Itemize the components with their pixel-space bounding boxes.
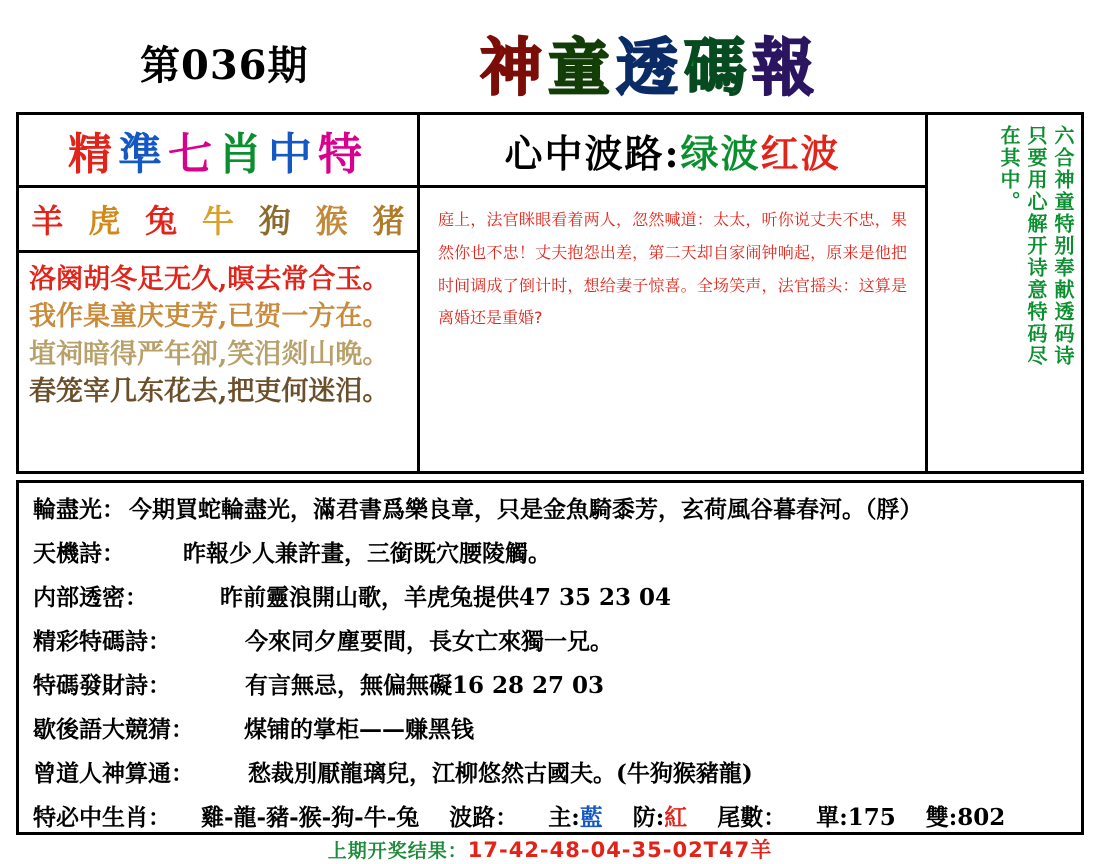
- zodiac-item-5: 狗: [258, 202, 291, 240]
- odd-label: 單:: [816, 804, 848, 831]
- bottom-summary-row: [33, 799, 1067, 832]
- content-row-4: [33, 623, 1067, 656]
- masthead-char-2: 童: [548, 31, 617, 104]
- page-header: [0, 0, 1100, 112]
- poem-line-3: 埴祠暗得严年卻,笑泪剡山晩。: [29, 338, 390, 370]
- masthead-char-1: 神: [480, 31, 549, 104]
- story-text: 庭上，法官眯眼看着两人，忽然喊道：太太，听你说丈夫不忠，果然你也不忠！丈夫抱怨出差，第二天却自家闹钟响起，原来是他把时间调成了倒计时，想给妻子惊喜。全场笑声，法官摇头：这算是离婚还是重婚?: [438, 210, 907, 328]
- content-row-5-value: 有言無忌，無偏無礙16 28 27 03: [245, 672, 605, 699]
- wave-def-label: 防:: [632, 804, 665, 831]
- wave-title: [420, 115, 925, 188]
- poem-line-2: 我作臬童庆吏芳,已贺一方在。: [29, 301, 390, 333]
- even-value: 802: [957, 804, 1006, 831]
- title-char-6: 特: [318, 129, 368, 180]
- content-row-3-value: 昨前靈浪開山歌，羊虎兔提供47 35 23 04: [220, 584, 672, 611]
- content-row-1-label: 輪盡光：: [33, 496, 125, 523]
- zodiac-item-6: 猴: [315, 202, 348, 240]
- right-col-1: 六合神童特别奉献透码诗: [1051, 125, 1075, 367]
- right-panel-vertical-text: [928, 115, 1081, 471]
- zodiac-sure-label: 特必中生肖：: [33, 804, 171, 831]
- zodiac-item-4: 牛: [201, 202, 234, 240]
- right-col-2: 只要用心解开诗意特码尽: [1024, 125, 1048, 367]
- content-row-2-label: 天機詩：: [33, 540, 125, 567]
- wave-title-prefix: 心中波路:: [504, 130, 681, 176]
- content-row-1-value: 今期買蛇輪盡光，滿君書爲樂良章，只是金魚騎黍芳，玄荷風谷暮春河。（脬）: [129, 496, 923, 523]
- odd-value: 175: [847, 804, 896, 831]
- even-label: 雙:: [925, 804, 958, 831]
- content-row-7-value: 愁裁別厭龍璃兒，江柳悠然古國夫。(牛狗猴豬龍): [248, 760, 753, 787]
- issue-number: 第036期: [140, 42, 309, 89]
- wave-label: 波路：: [449, 804, 519, 831]
- content-row-7: [33, 755, 1067, 788]
- middle-panel: [420, 112, 928, 474]
- content-row-2: [33, 535, 1067, 568]
- poem-line-4: 春笼宰几东花去,把吏何迷泪。: [29, 375, 390, 407]
- title-char-4: 肖: [218, 129, 268, 180]
- masthead-char-4: 碼: [684, 31, 753, 104]
- right-col-3: 在其中。: [997, 125, 1021, 213]
- content-row-1: [33, 491, 1067, 524]
- title-char-3: 七: [168, 129, 218, 180]
- content-row-3-label: 内部透密：: [33, 584, 148, 611]
- title-char-5: 中: [268, 129, 318, 180]
- content-row-5: [33, 667, 1067, 700]
- right-panel: [928, 112, 1084, 474]
- poem-block: [19, 253, 417, 410]
- zodiac-item-7: 猪: [372, 202, 405, 240]
- content-row-4-value: 今來同夕塵要間，長女亡來獨一兄。: [245, 628, 613, 655]
- zodiac-item-3: 兔: [145, 202, 178, 240]
- tail-label: 尾數：: [717, 804, 787, 831]
- masthead-title: [480, 18, 820, 107]
- zodiac-row: [19, 188, 417, 253]
- last-result-value: 17-42-48-04-35-02T47羊: [467, 838, 773, 862]
- left-panel-title: [19, 115, 417, 188]
- masthead-char-5: 報: [752, 31, 821, 104]
- wave-main-value: 藍: [579, 804, 603, 831]
- wave-main-label: 主:: [548, 804, 580, 831]
- top-band: [16, 112, 1084, 474]
- wave-title-green: 绿波: [680, 130, 761, 176]
- wave-title-red: 红波: [760, 130, 841, 176]
- last-result-label: 上期开奖结果：: [327, 840, 468, 862]
- content-row-4-label: 精彩特碼詩：: [33, 628, 171, 655]
- zodiac-item-1: 羊: [31, 202, 64, 240]
- title-char-1: 精: [68, 129, 118, 180]
- page-footer: [0, 834, 1100, 861]
- content-row-3: [33, 579, 1067, 612]
- masthead-char-3: 透: [616, 31, 685, 104]
- content-row-6-value: 煤铺的掌柜——赚黑钱: [244, 716, 474, 743]
- left-panel: [16, 112, 420, 474]
- content-row-5-label: 特碼發財詩：: [33, 672, 171, 699]
- content-row-6-label: 歇後語大競猜：: [33, 716, 194, 743]
- content-row-2-value: 昨報少人兼許畫，三銜既穴腰陵觸。: [183, 540, 551, 567]
- main-content-box: [16, 480, 1084, 835]
- content-row-6: [33, 711, 1067, 744]
- poem-line-1: 洛阕胡冬足无久,暝去常合玉。: [29, 264, 390, 295]
- zodiac-sure-value: 雞-龍-豬-猴-狗-牛-兔: [201, 804, 420, 831]
- title-char-2: 準: [118, 129, 168, 180]
- zodiac-item-2: 虎: [88, 202, 121, 240]
- wave-def-value: 紅: [664, 804, 688, 831]
- content-row-7-label: 曾道人神算通：: [33, 760, 194, 787]
